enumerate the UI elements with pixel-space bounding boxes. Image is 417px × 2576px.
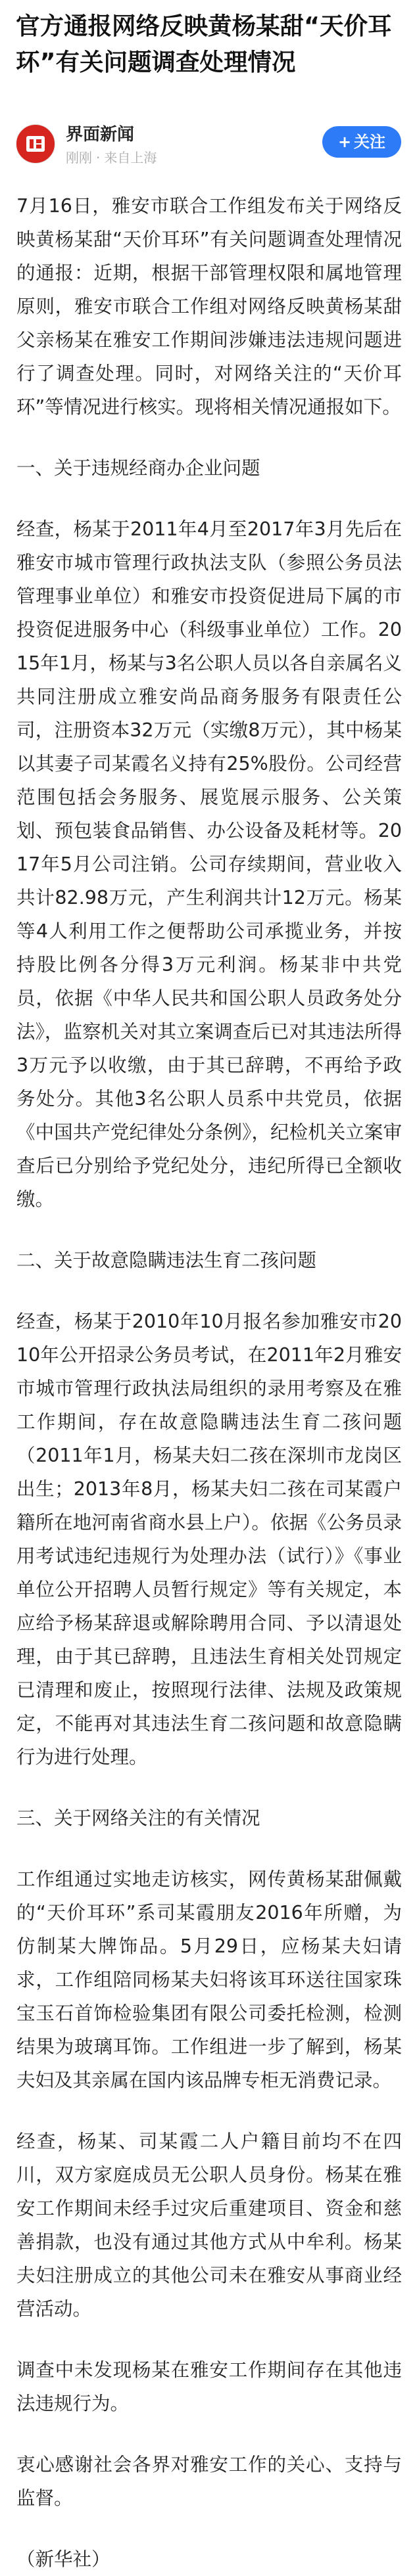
jiemian-logo-icon: [22, 131, 49, 157]
section-3-paragraph-2: 经查，杨某、司某霞二人户籍目前均不在四川，双方家庭成员无公职人员身份。杨某在雅安工作期间未经手过灾后重建项目、资金和慈善捐款，也没有通过其他方式从中牟利。杨某夫妇注册成立的其他公司未在雅安从事商业经营活动。: [16, 2131, 402, 2320]
article-body: [16, 189, 402, 2576]
section-2-paragraph: 经查，杨某于2010年10月报名参加雅安市2010年公开招录公务员考试，在2011年2月雅安市城市管理行政执法局组织的录用考察及在雅工作期间，存在故意隐瞒违法生育二孩问题（2011年1月，杨某夫妇二孩在深圳市龙岗区出生；2013年8月，杨某夫妇二孩在司某霞户籍所在地河南省商水县上户）。依据《公务员录用考试违纪违规行为处理办法（试行）》《事业单位公开招聘人员暂行规定》等有关规定，本应给予杨某辞退或解除聘用合同、予以清退处理，由于其已辞聘，且违法生育相关处罚规定已清理和废止，按照现行法律、法规及政策规定，不能再对其违法生育二孩问题和故意隐瞒行为进行处理。: [16, 1311, 402, 1768]
news-credit: （新华社）: [16, 2548, 110, 2570]
source-meta: [66, 150, 157, 166]
intro-paragraph: 7月16日，雅安市联合工作组发布关于网络反映黄杨某甜“天价耳环”有关问题调查处理情况的通报：近期，根据干部管理权限和属地管理原则，雅安市联合工作组对网络反映黄杨某甜父亲杨某在雅安工作期间涉嫌违法违规问题进行了调查处理。同时，对网络关注的“天价耳环”等情况进行核实。现将相关情况通报如下。: [16, 195, 402, 418]
article-title: 官方通报网络反映黄杨某甜“天价耳环”有关问题调查处理情况: [16, 12, 392, 76]
follow-button[interactable]: [322, 126, 401, 158]
source-bar: [16, 121, 401, 171]
publish-location: 来自上海: [104, 150, 157, 166]
section-heading-2: 二、关于故意隐瞒违法生育二孩问题: [16, 1250, 317, 1271]
publish-time: 刚刚: [66, 150, 92, 166]
closing-paragraph-1: 调查中未发现杨某在雅安工作期间存在其他违法违规行为。: [16, 2359, 402, 2414]
plus-icon: +: [337, 133, 352, 151]
section-heading-3: 三、关于网络关注的有关情况: [16, 1807, 260, 1829]
follow-label: 关注: [354, 133, 386, 151]
closing-paragraph-2: 衷心感谢社会各界对雅安工作的关心、支持与监督。: [16, 2454, 402, 2509]
section-3-paragraph-1: 工作组通过实地走访核实，网传黄杨某甜佩戴的“天价耳环”系司某霞朋友2016年所赠，为仿制某大牌饰品。5月29日，应杨某夫妇请求，工作组陪同杨某夫妇将该耳环送往国家珠宝玉石首饰检验集团有限公司委托检测，检测结果为玻璃耳饰。工作组进一步了解到，杨某夫妇及其亲属在国内该品牌专柜无消费记录。: [16, 1868, 402, 2091]
section-heading-1: 一、关于违规经商办企业问题: [16, 457, 260, 479]
source-name[interactable]: 界面新闻: [66, 125, 135, 145]
meta-separator: ·: [96, 150, 101, 166]
avatar[interactable]: [16, 124, 55, 164]
section-1-paragraph: 经查，杨某于2011年4月至2017年3月先后在雅安市城市管理行政执法支队（参照公务员法管理事业单位）和雅安市投资促进局下属的市投资促进服务中心（科级事业单位）工作。2015年1月，杨某与3名公职人员以各自亲属名义共同注册成立雅安尚品商务服务有限责任公司，注册资本32万元（实缴8万元），其中杨某以其妻子司某霞名义持有25%股份。公司经营范围包括会务服务、展览展示服务、公关策划、预包装食品销售、办公设备及耗材等。2017年5月公司注销。公司存续期间，营业收入共计82.98万元，产生利润共计12万元。杨某等4人利用工作之便帮助公司承揽业务，并按持股比例各分得3万元利润。杨某非中共党员，依据《中华人民共和国公职人员政务处分法》，监察机关对其立案调查后已对其违法所得3万元予以收缴，由于其已辞聘，不再给予政务处分。其他3名公职人员系中共党员，依据《中国共产党纪律处分条例》，纪检机关立案审查后已分别给予党纪处分，违纪所得已全额收缴。: [16, 518, 402, 1210]
